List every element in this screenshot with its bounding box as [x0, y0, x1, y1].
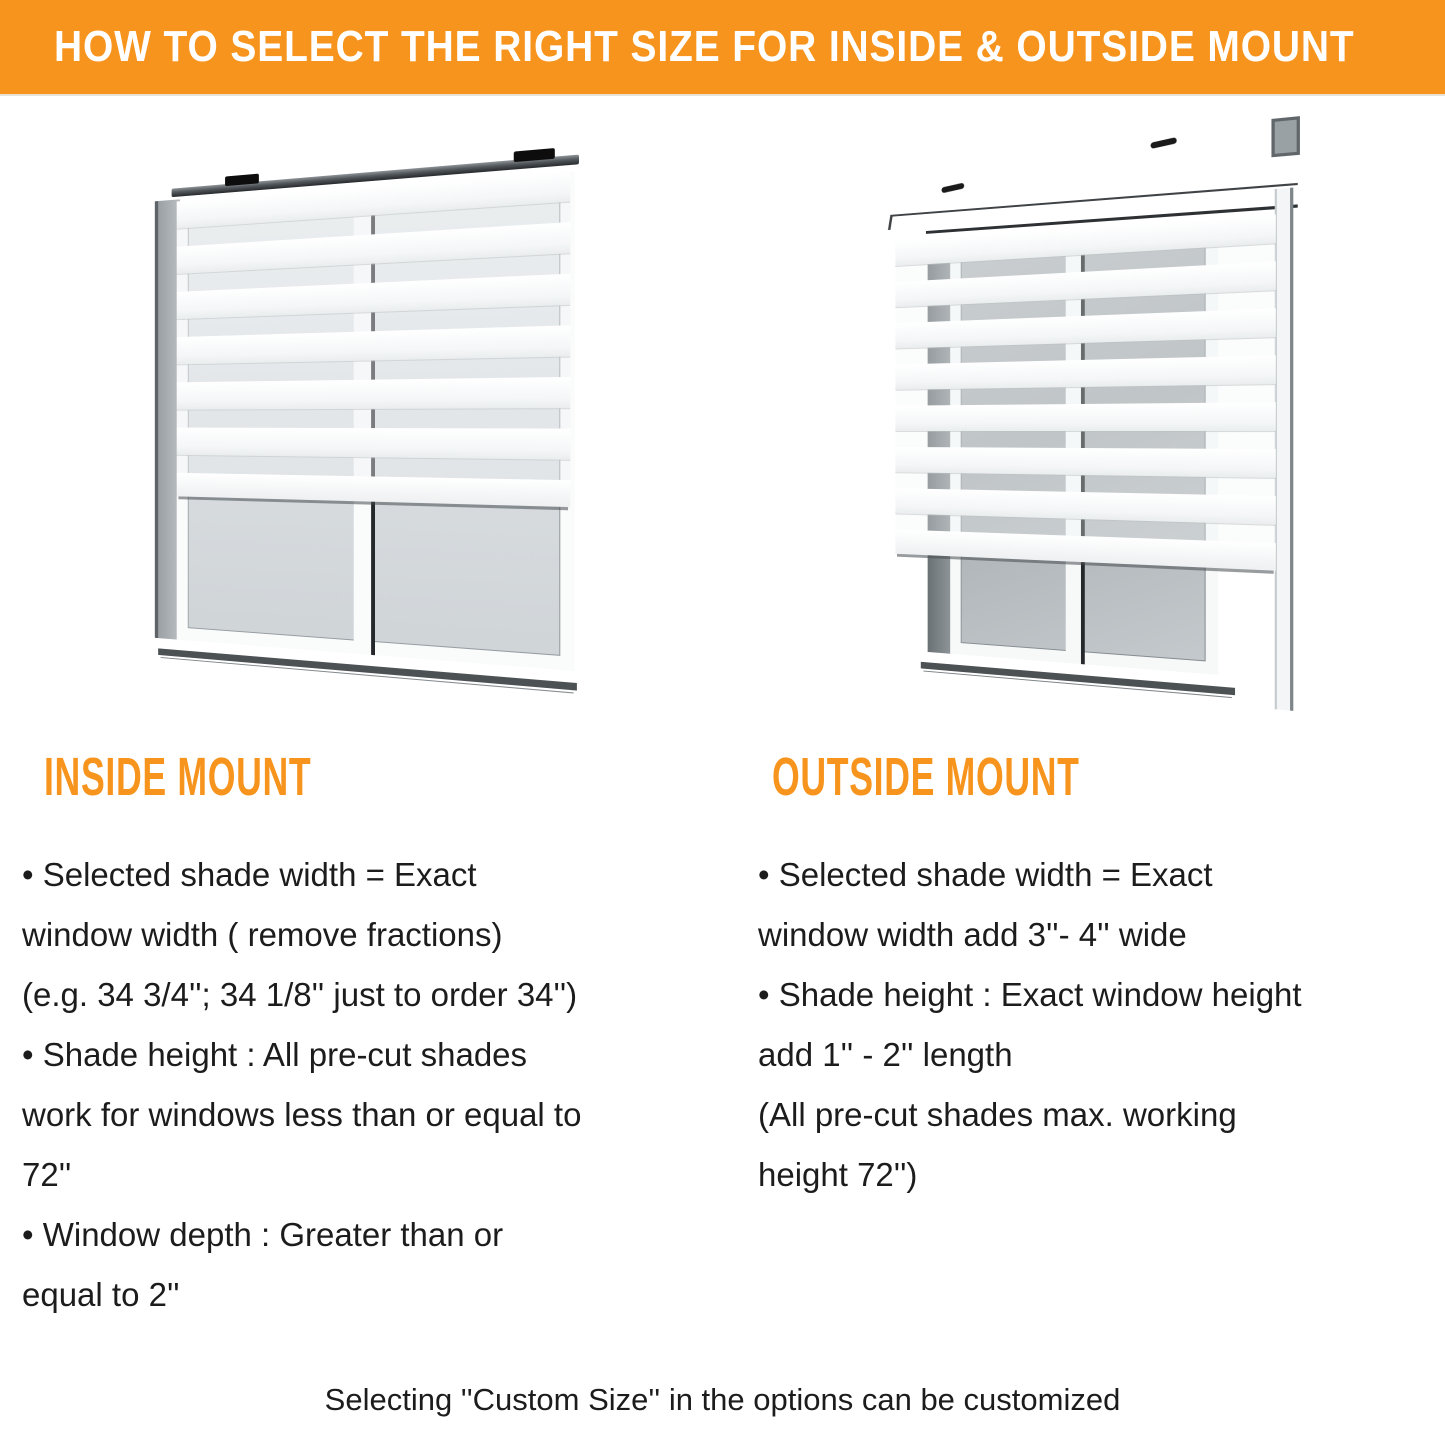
footer-note: Selecting ''Custom Size'' in the options can be customized — [324, 1382, 1121, 1417]
bullet-line: • Shade height : Exact window height — [758, 976, 1302, 1013]
bullet-line: window width add 3''- 4'' wide — [758, 916, 1187, 953]
bullet-line: (All pre-cut shades max. working — [758, 1096, 1237, 1133]
mounting-bracket — [225, 174, 259, 187]
zebra-shade — [895, 214, 1275, 570]
bullet-line: • Selected shade width = Exact — [758, 856, 1213, 893]
zebra-shade — [177, 170, 571, 507]
shade-side-channel — [1275, 188, 1294, 711]
bullet-line: • Shade height : All pre-cut shades — [22, 1036, 528, 1073]
shade-band — [895, 402, 1275, 431]
outside-mount-illustration — [880, 111, 1311, 752]
inside-mount-heading: INSIDE MOUNT — [44, 747, 312, 807]
bullet-line: add 1'' - 2'' length — [758, 1036, 1013, 1073]
bullet-line: equal to 2'' — [22, 1276, 180, 1313]
bullet-line: height 72'') — [758, 1156, 918, 1193]
wall-bracket-screw — [941, 183, 964, 194]
outside-mount-heading: OUTSIDE MOUNT — [772, 747, 1080, 807]
outside-mount-bullets — [758, 845, 1302, 1205]
wall-bracket-screw — [1150, 137, 1177, 149]
shade-band — [177, 377, 571, 410]
bullet-line: (e.g. 34 3/4''; 34 1/8'' just to order 34'') — [22, 976, 578, 1013]
bullet-line: • Window depth : Greater than or — [22, 1216, 504, 1253]
inside-mount-illustration — [146, 137, 579, 703]
bullet-line: work for windows less than or equal to — [22, 1096, 582, 1133]
shade-sheer-gap — [177, 408, 571, 428]
mounting-bracket — [514, 148, 555, 162]
bullet-line: • Selected shade width = Exact — [22, 856, 477, 893]
bullet-line: window width ( remove fractions) — [22, 916, 503, 953]
headrail-end-cap — [1271, 116, 1299, 157]
inside-mount-bullets — [22, 845, 581, 1325]
page-title: HOW TO SELECT THE RIGHT SIZE FOR INSIDE & OUTSIDE MOUNT — [54, 22, 1355, 71]
bullet-line: 72'' — [22, 1156, 72, 1193]
header-banner — [0, 0, 1445, 96]
